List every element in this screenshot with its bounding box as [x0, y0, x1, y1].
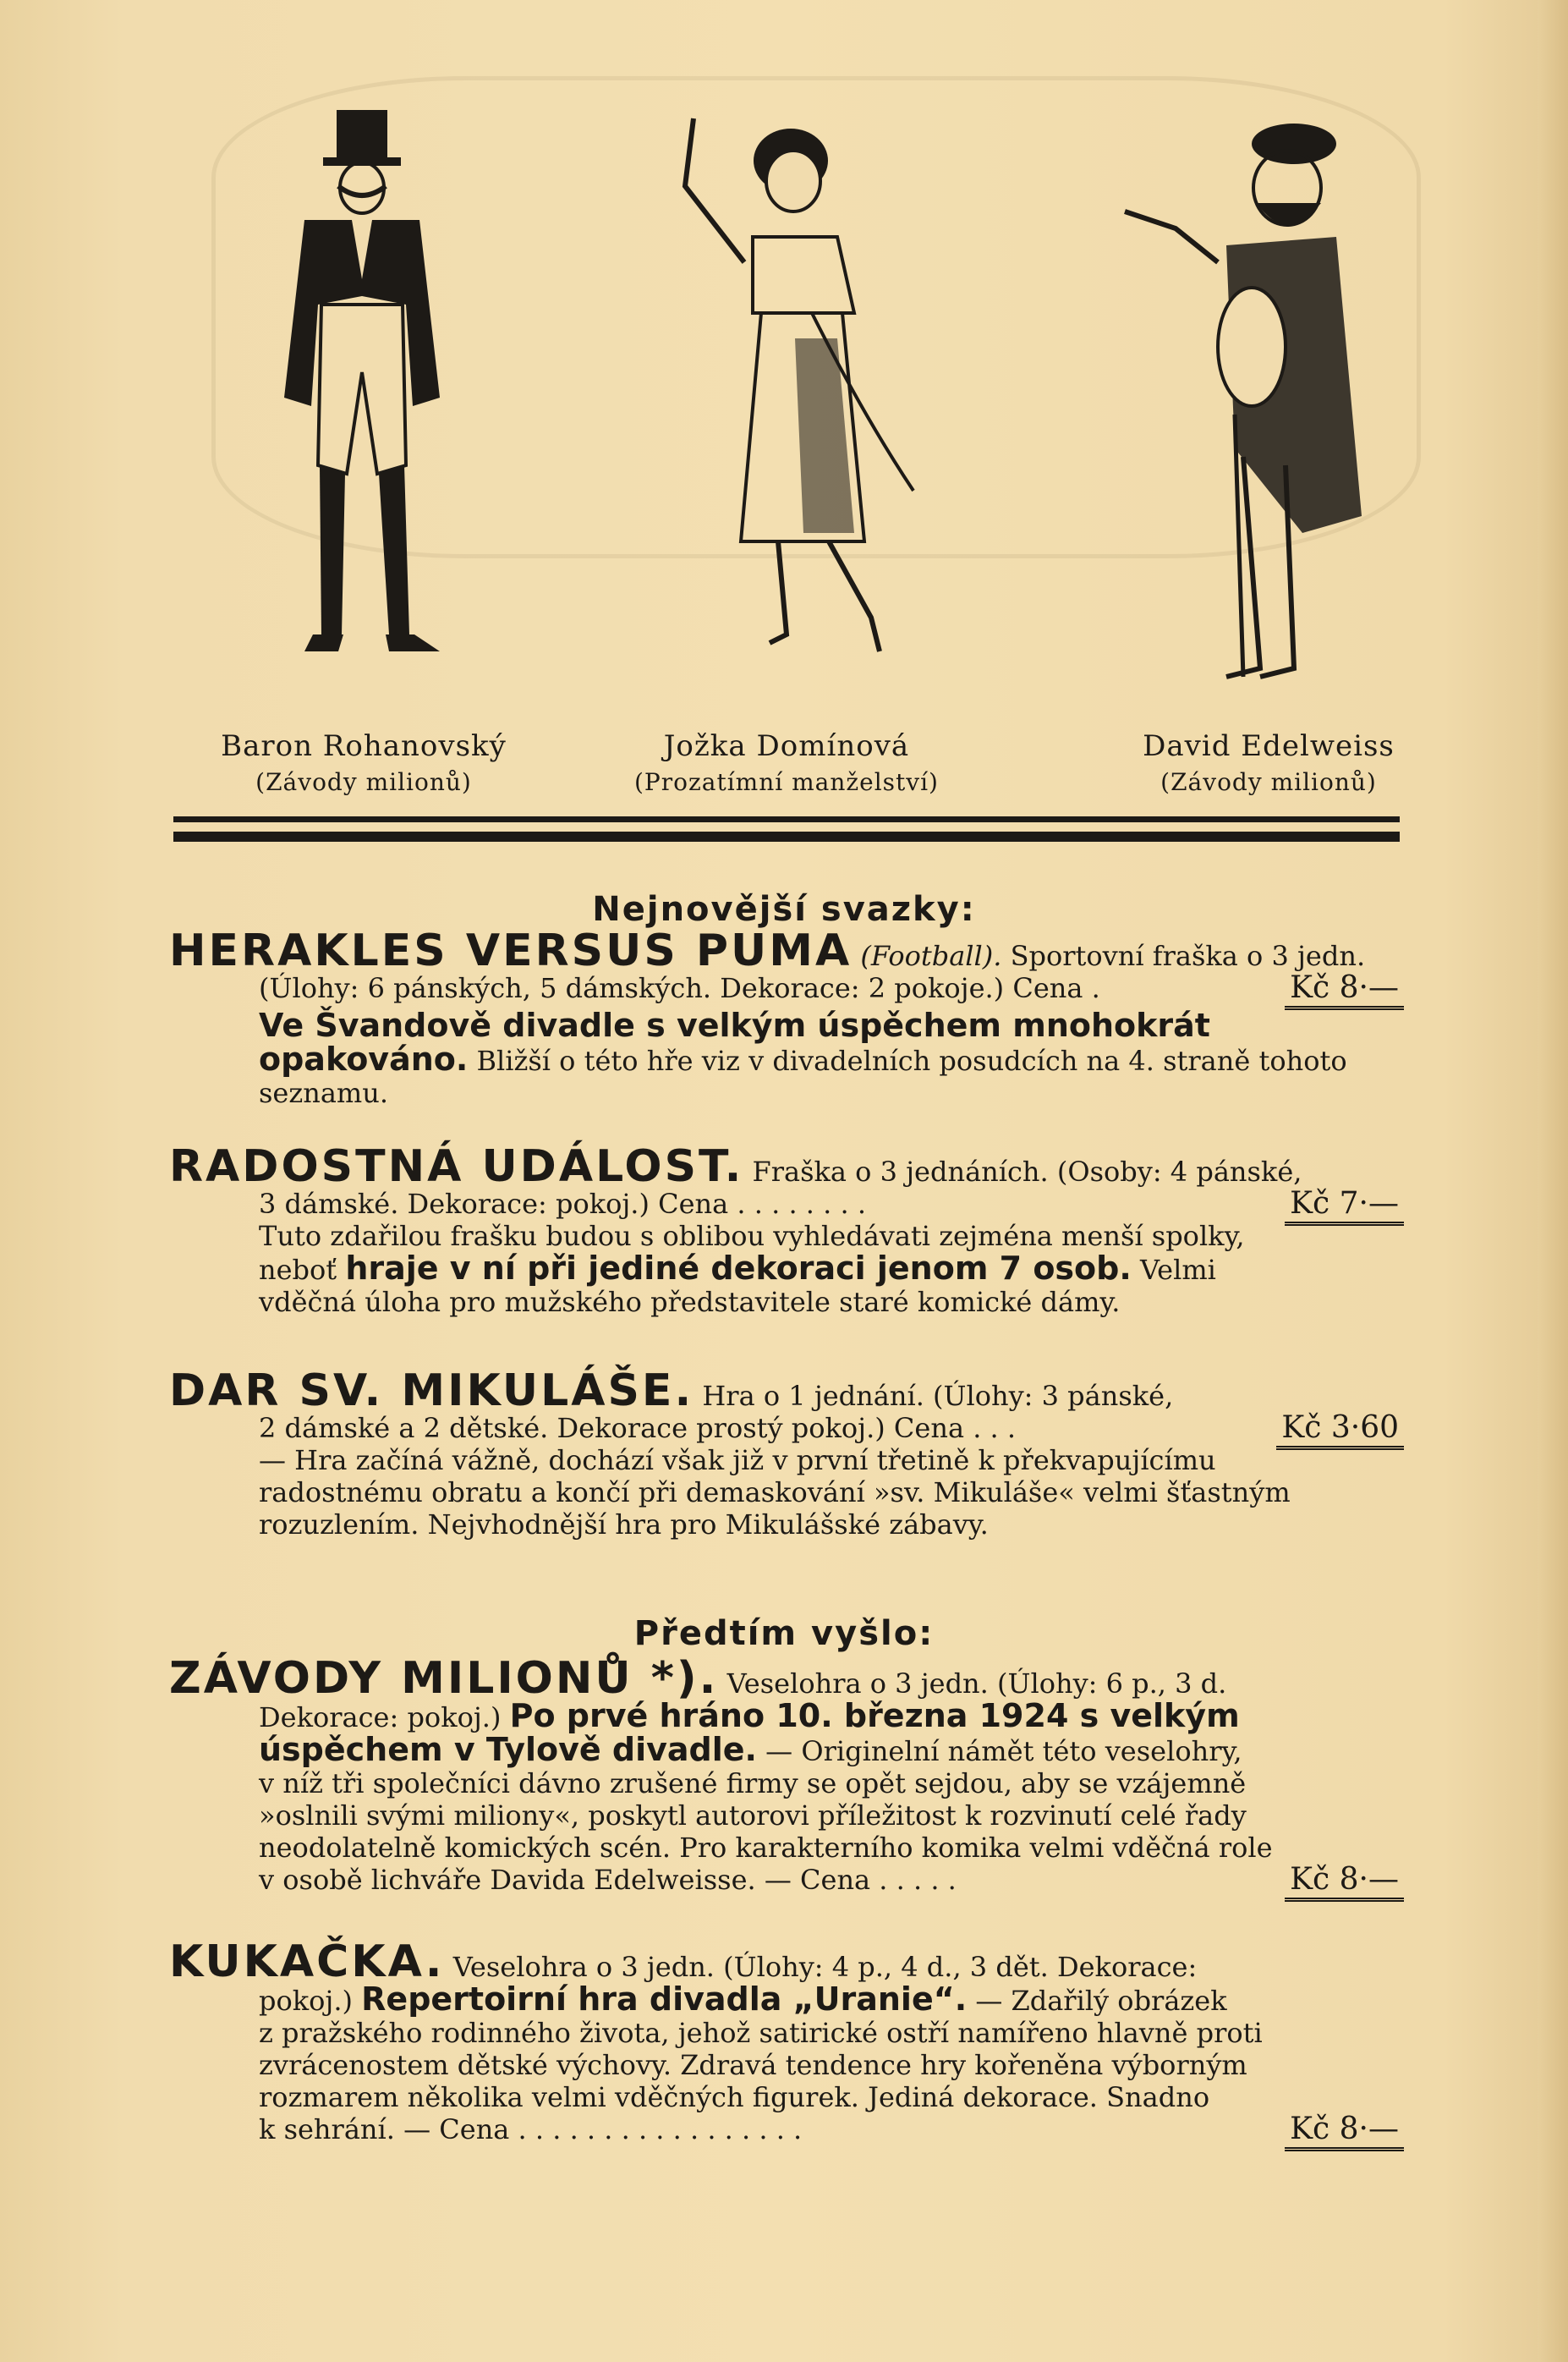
entry-subtitle: (Football).	[860, 940, 1002, 972]
entry-description: Dekorace: pokoj.)	[259, 1701, 502, 1733]
figure-caption	[609, 729, 964, 796]
divider-rule	[173, 816, 1400, 822]
entry-description: Hra o 1 jednání. (Úlohy: 3 pánské,	[702, 1380, 1174, 1412]
figure-caption	[1091, 729, 1446, 796]
entry-highlight: Ve Švandově divadle s velkým úspěchem mnohokrát opakováno.	[259, 1007, 1210, 1078]
section-heading-previous: Předtím vyšlo:	[633, 1614, 935, 1653]
entry-description: Bližší o této hře viz v divadelních posudcích na 4. straně tohoto seznamu.	[259, 1045, 1347, 1109]
play-name: (Závody milionů)	[255, 768, 472, 796]
entry-title: HERAKLES VERSUS PUMA	[169, 926, 853, 976]
divider-rule	[173, 832, 1400, 842]
catalog-entry-radostna	[169, 1141, 1404, 1318]
figure-caption	[195, 729, 533, 796]
catalog-entry-herakles	[169, 926, 1404, 1109]
entry-description: vděčná úloha pro mužského představitele staré komické dámy.	[259, 1286, 1121, 1318]
entry-description: — Originelní námět této veselohry,	[765, 1735, 1242, 1767]
entry-description: »oslnili svými miliony«, poskytl autorovi příležitost k rozvinutí celé řady	[259, 1799, 1247, 1832]
catalog-entry-dar	[169, 1365, 1404, 1541]
entry-price: Kč 3·60	[1276, 1412, 1404, 1450]
character-name: David Edelweiss	[1143, 729, 1395, 763]
entry-highlight: úspěchem v Tylově divadle.	[259, 1731, 757, 1768]
play-name: (Závody milionů)	[1160, 768, 1377, 796]
entry-description: 3 dámské. Dekorace: pokoj.) Cena . . . . . . . .	[259, 1188, 866, 1220]
entry-description: pokoj.)	[259, 1985, 353, 2017]
entry-price: Kč 8·—	[1285, 2113, 1404, 2151]
entry-price: Kč 8·—	[1285, 972, 1404, 1010]
play-name: (Prozatímní manželství)	[634, 768, 939, 796]
entry-description: z pražského rodinného života, jehož satirické ostří namířeno hlavně proti	[259, 2017, 1263, 2049]
entry-description: v osobě lichváře Davida Edelweisse. — Cena . . . . .	[259, 1864, 957, 1896]
entry-description: rozuzlením. Nejvhodnější hra pro Mikulášské zábavy.	[259, 1508, 989, 1541]
section-heading-newest: Nejnovější svazky:	[592, 890, 976, 929]
entry-description: 2 dámské a 2 dětské. Dekorace prostý pokoj.) Cena . . .	[259, 1412, 1017, 1444]
entry-description: (Úlohy: 6 pánských, 5 dámských. Dekorace: 2 pokoje.) Cena .	[259, 972, 1100, 1004]
entry-title: RADOSTNÁ UDÁLOST.	[169, 1141, 744, 1192]
entry-description: radostnému obratu a končí při demaskování »sv. Mikuláše« velmi šťastným	[259, 1476, 1291, 1508]
entry-description: Velmi	[1139, 1254, 1216, 1286]
entry-description: Fraška o 3 jednáních. (Osoby: 4 pánské,	[752, 1156, 1302, 1188]
paper-edge	[1538, 0, 1568, 2362]
entry-description: — Hra začíná vážně, dochází však již v první třetině k překvapujícímu	[259, 1444, 1216, 1476]
entry-highlight: Po prvé hráno 10. března 1924 s velkým	[509, 1697, 1240, 1734]
entry-title: DAR SV. MIKULÁŠE.	[169, 1365, 694, 1416]
entry-description: neodolatelně komických scén. Pro karakterního komika velmi vděčná role	[259, 1832, 1273, 1864]
entry-price: Kč 8·—	[1285, 1864, 1404, 1902]
entry-title: ZÁVODY MILIONŮ *).	[169, 1653, 719, 1704]
entry-description: v níž tři společníci dávno zrušené firmy se opět sejdou, aby se vzájemně	[259, 1767, 1247, 1799]
character-name: Jožka Domínová	[663, 729, 910, 763]
entry-description: — Zdařilý obrázek	[975, 1985, 1227, 2017]
entry-title: KUKAČKA.	[169, 1936, 445, 1987]
catalog-entry-zavody	[169, 1653, 1404, 1902]
edelweiss-illustration	[1091, 93, 1379, 719]
entry-description: neboť	[259, 1254, 337, 1286]
entry-description: zvrácenostem dětské výchovy. Zdravá tendence hry kořeněna výborným	[259, 2049, 1247, 2081]
entry-description: k sehrání. — Cena . . . . . . . . . . . . . . . . .	[259, 2113, 803, 2145]
character-name: Baron Rohanovský	[221, 729, 507, 763]
lady-illustration	[643, 93, 930, 719]
entry-price: Kč 7·—	[1285, 1188, 1404, 1226]
catalog-entry-kukacka	[169, 1936, 1404, 2151]
entry-description: Veselohra o 3 jedn. (Úlohy: 4 p., 4 d., 3 dět. Dekorace:	[452, 1951, 1198, 1983]
entry-description: Tuto zdařilou frašku budou s oblibou vyhledávati zejména menší spolky,	[259, 1220, 1245, 1252]
entry-description: Veselohra o 3 jedn. (Úlohy: 6 p., 3 d.	[726, 1667, 1227, 1700]
entry-description: Sportovní fraška o 3 jedn.	[1010, 940, 1366, 972]
entry-highlight: Repertoirní hra divadla „Uranie“.	[361, 1980, 968, 2018]
baron-illustration	[271, 93, 474, 719]
entry-description: rozmarem několika velmi vděčných figurek. Jediná dekorace. Snadno	[259, 2081, 1210, 2113]
entry-highlight: hraje v ní při jediné dekoraci jenom 7 osob.	[345, 1250, 1132, 1287]
